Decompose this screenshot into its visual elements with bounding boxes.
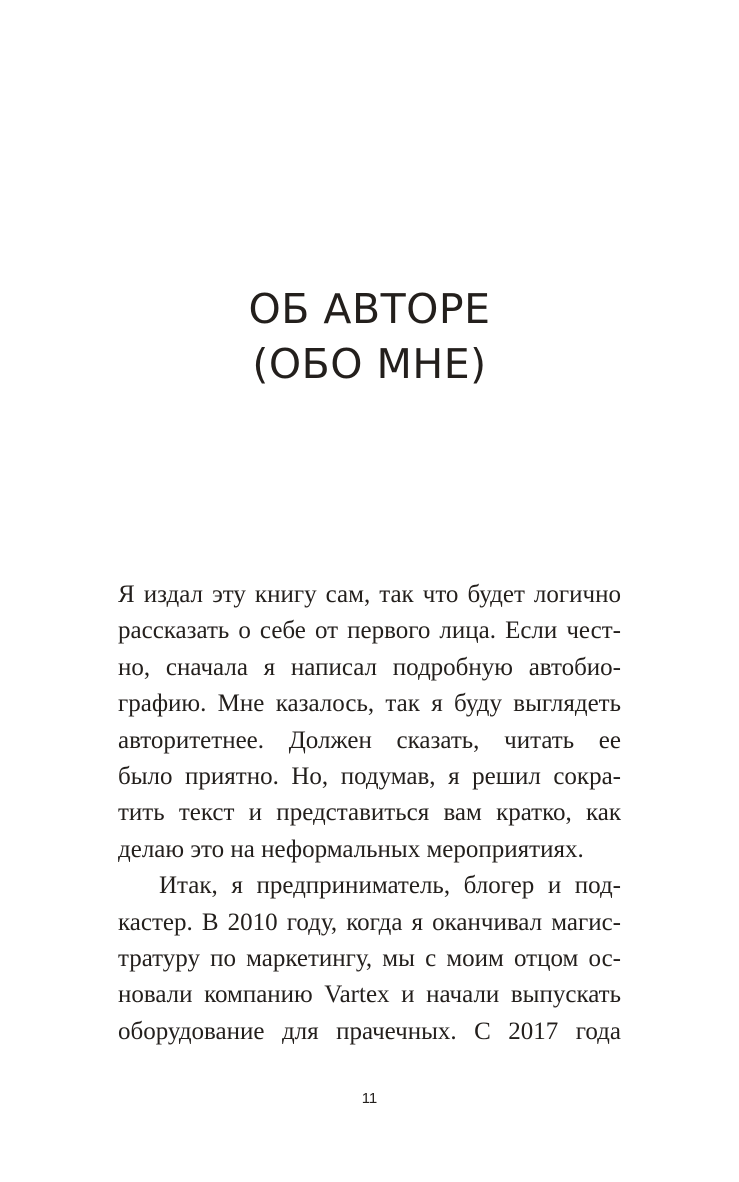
text-line: Итак, я предприниматель, блогер и под- — [159, 872, 621, 900]
chapter-title-line-2: (ОБО МНЕ) — [252, 340, 487, 388]
text-line: графию. Мне казалось, так я буду выглядеть — [118, 690, 621, 718]
text-line: авторитетнее. Должен сказать, читать ее — [118, 726, 621, 754]
text-line: делаю это на неформальных мероприятиях. — [118, 835, 584, 863]
text-line: новали компанию Vartex и начали выпускать — [118, 981, 621, 1009]
body-text — [118, 577, 621, 1050]
text-line: было приятно. Но, подумав, я решил сокра- — [118, 763, 621, 791]
text-line: тить текст и представиться вам кратко, как — [118, 799, 621, 827]
text-line: Я издал эту книгу сам, так что будет логично — [118, 581, 621, 608]
text-line: оборудование для прачечных. С 2017 года — [118, 1017, 621, 1045]
paragraph-2 — [118, 868, 621, 1050]
chapter-title — [0, 282, 739, 392]
text-line: кастер. В 2010 году, когда я оканчивал магис- — [118, 908, 621, 936]
text-line: рассказать о себе от первого лица. Если чест- — [118, 617, 621, 645]
page-number: 11 — [361, 1090, 378, 1107]
text-line: но, сначала я написал подробную автобио- — [118, 653, 621, 681]
text-line: тратуру по маркетингу, мы с моим отцом ос- — [118, 945, 621, 973]
paragraph-1 — [118, 577, 621, 868]
chapter-title-line-1: ОБ АВТОРЕ — [248, 285, 491, 333]
